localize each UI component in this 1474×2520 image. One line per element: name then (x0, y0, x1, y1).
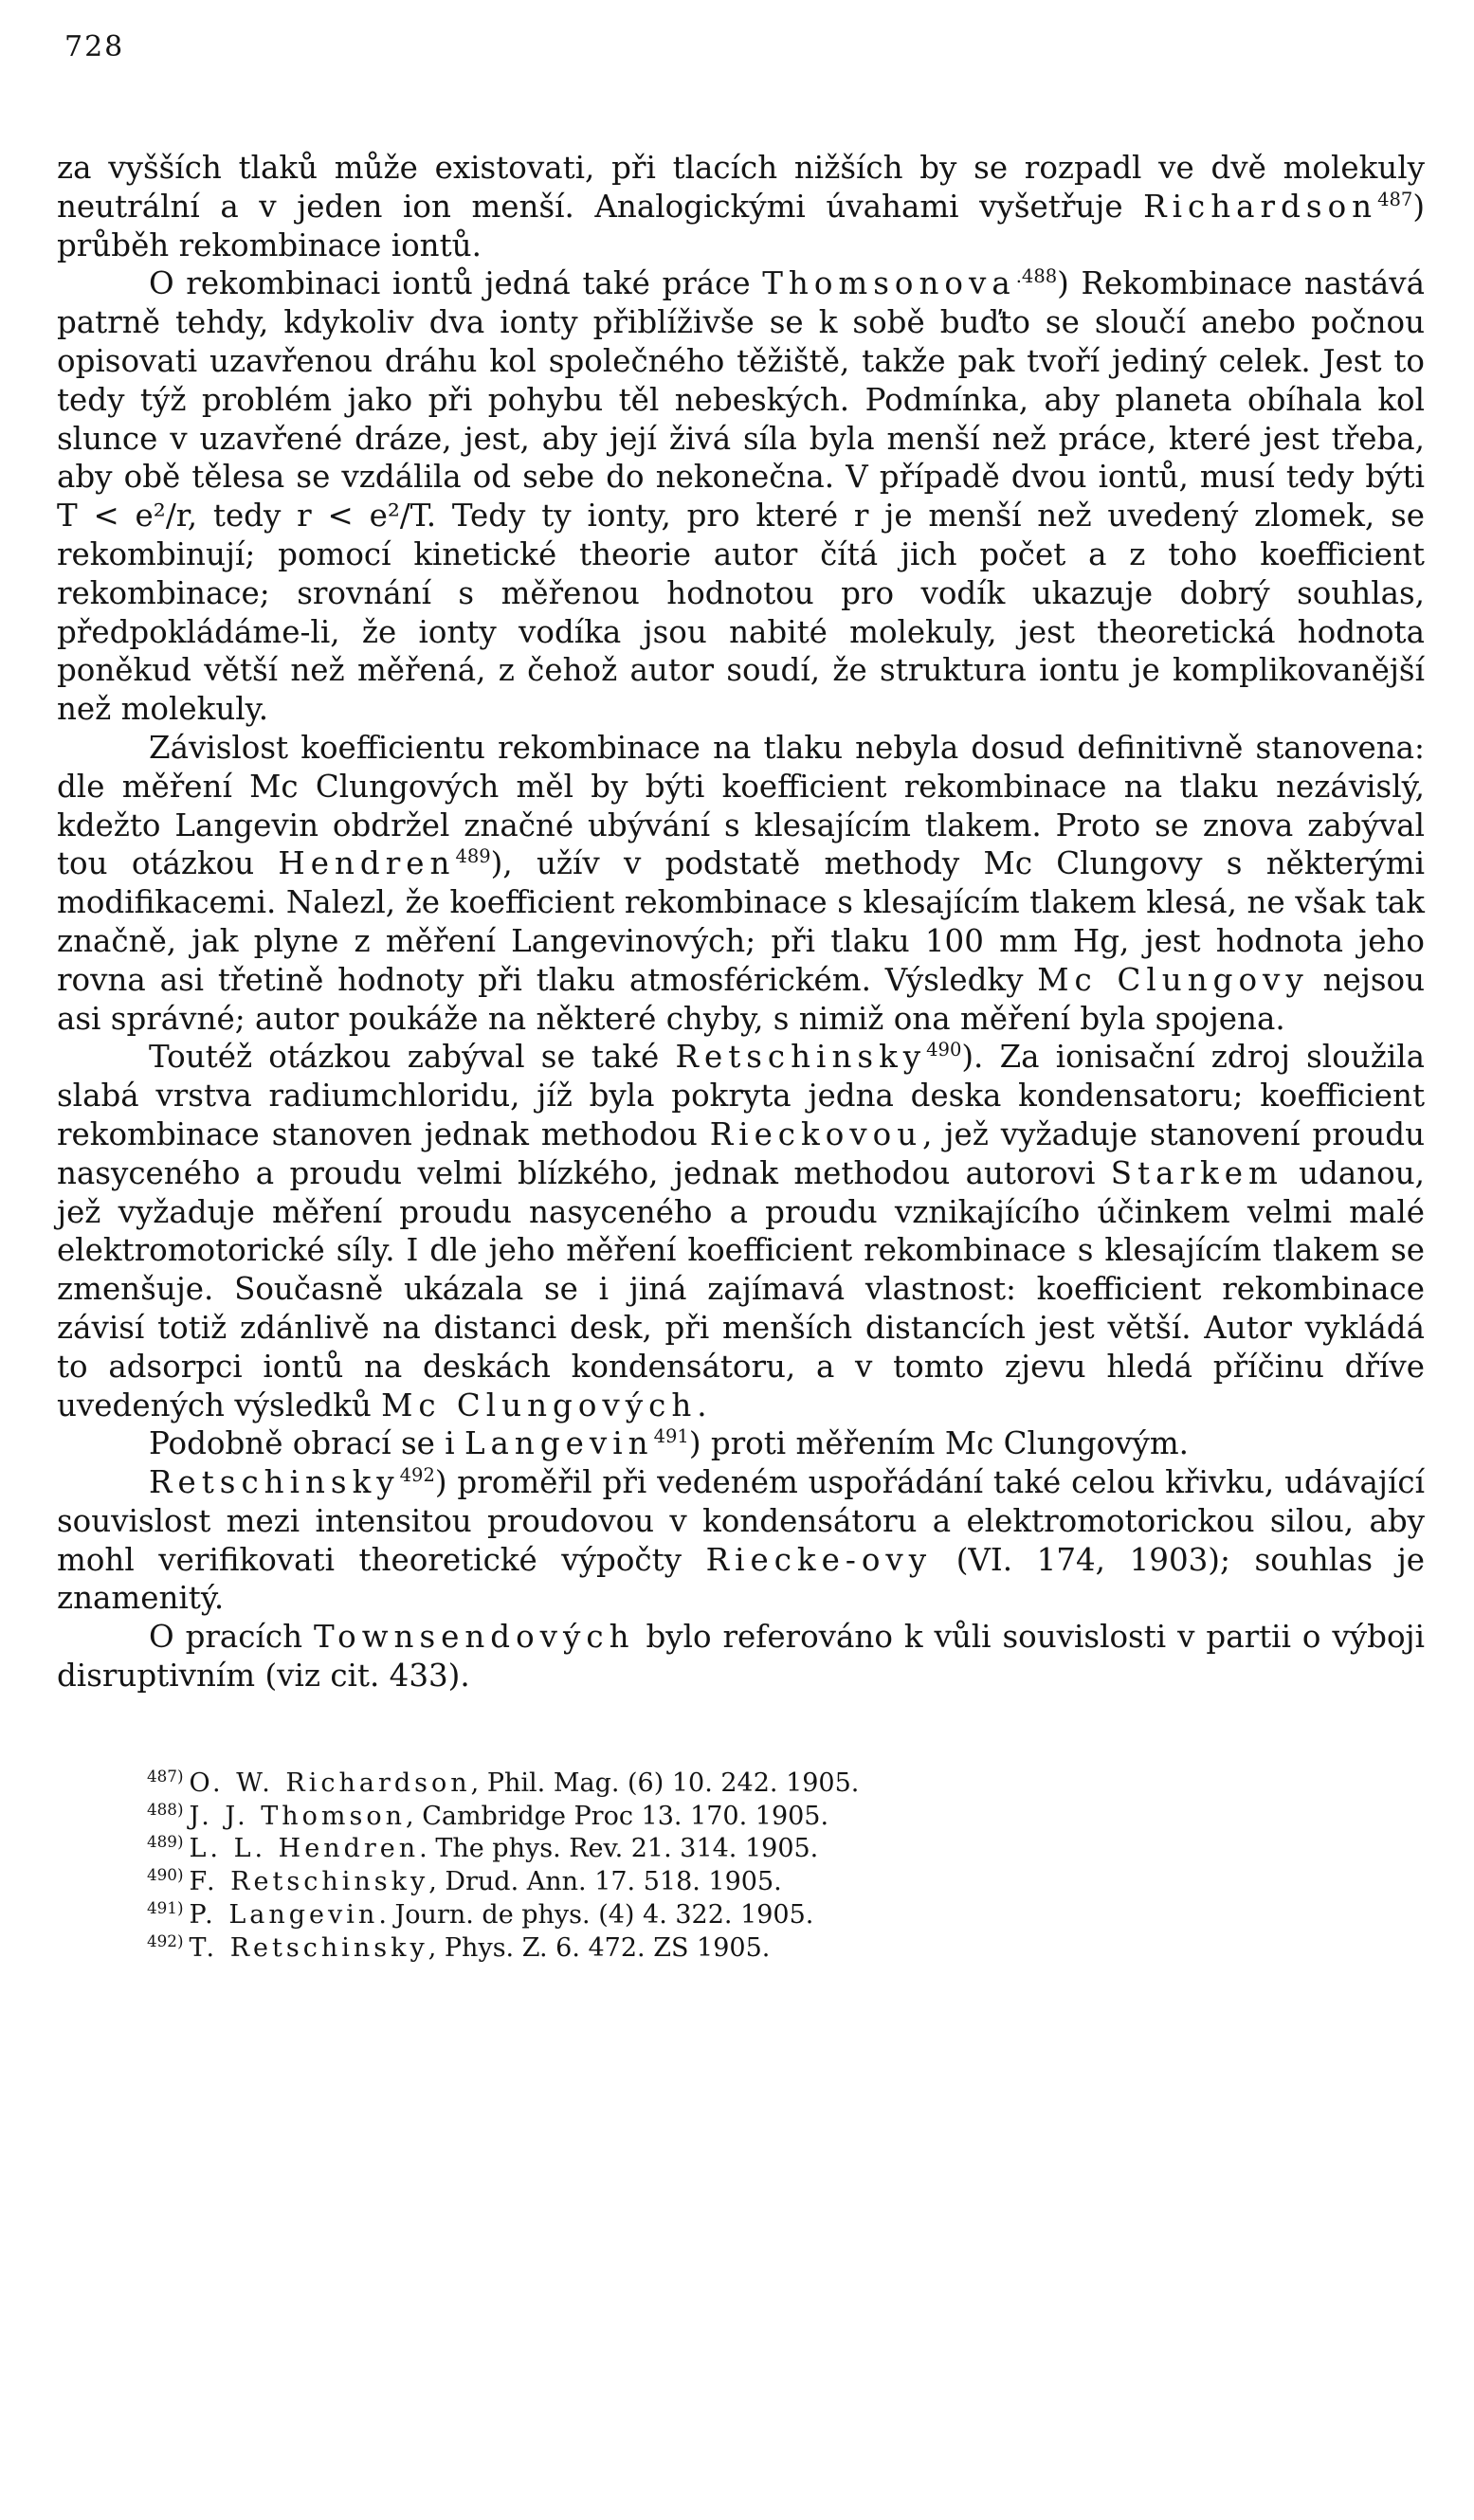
footnote-reference: 489 (455, 845, 491, 868)
footnote-mark: 491) (147, 1898, 184, 1918)
footnote-reference: 490 (926, 1039, 962, 1061)
footnote-citation: , Phys. Z. 6. 472. ZS 1905. (428, 1932, 771, 1963)
text-run: O pracích (149, 1619, 314, 1656)
footnote-citation: , Phil. Mag. (6) 10. 242. 1905. (470, 1768, 860, 1798)
spaced-name: Mc Clungovy (1037, 961, 1309, 998)
text-run: . (697, 1387, 707, 1423)
text-run: Závislost koefficientu rekombinace na tlaku nebyla dosud definitivně stanovena: dle měření Mc Clungových měl by býti koefficient rekombinace na tlaku nezávislý, kdežto Langevin obdržel značné ubývání s klesajícím tlakem. Proto se znova zabýval tou otázkou (57, 729, 1425, 882)
text-run: bylo referováno k vůli souvislosti v partii o výboji disruptivním (viz cit. 433). (57, 1619, 1425, 1695)
footnote-mark: 492) (147, 1931, 184, 1950)
paragraph (57, 1618, 1425, 1695)
paragraph (57, 264, 1425, 729)
text-run: nejsou asi správné; autor poukáže na některé chyby, s nimiž ona měření byla spojena. (57, 961, 1425, 1037)
text-run: ) proměřil při vedeném uspořádání také celou křivku, udávající souvislost mezi intensitou proudovou v kondensátoru a elektromotorickou silou, aby mohl verifikovati theoretické výpočty (57, 1464, 1425, 1578)
footnote-reference: 491 (653, 1425, 689, 1448)
footnote-author: L. L. Hendren (189, 1834, 420, 1864)
spaced-name: Townsendových (313, 1619, 635, 1656)
text-run: ) Rekombinace nastává patrně tehdy, kdykoliv dva ionty přiblíživše se k sobě buďto se sloučí anebo počnou opisovati uzavřenou dráhu kol společného těžiště, takže pak tvoří jediný celek. Jest to tedy týž problém jako při pohybu těl nebeských. Podmínka, aby planeta obíhala kol slunce v uzavřené dráze, jest, aby její živá síla byla menší než práce, které jest třeba, aby obě tělesa se vzdálila od sebe do nekonečna. V případě dvou iontů, musí tedy býti T < e²/r, tedy r < e²/T. Tedy ty ionty, pro které r je menší než uvedený zlomek, se rekombinují; pomocí kinetické theorie autor čítá jich počet a z toho koefficient rekombinace; srovnání s měřenou hodnotou pro vodík ukazuje dobrý souhlas, předpokládáme-li, že ionty vodíka jsou nabité molekuly, jest theoretická hodnota poněkud větší než měřená, z čehož autor soudí, že struktura iontu je komplikovanější než molekuly. (57, 265, 1425, 728)
spaced-name: Richardson (1143, 188, 1378, 225)
footnote-citation: . Journ. de phys. (4) 4. 322. 1905. (378, 1900, 814, 1931)
text-run: , jež vyžaduje stanovení proudu nasyceného a proudu velmi blízkého, jednak methodou autorovi (57, 1115, 1425, 1191)
footnote-mark: 489) (147, 1832, 184, 1852)
spaced-name: Retschinsky (149, 1464, 400, 1501)
footnote (147, 1932, 1425, 1966)
spaced-name: Riecke-ovy (705, 1541, 933, 1578)
spaced-name: Mc Clungových (381, 1387, 698, 1423)
footnotes (57, 1768, 1425, 1966)
footnote (147, 1768, 1425, 1801)
body-text (57, 149, 1425, 1695)
footnote (147, 1899, 1425, 1932)
page-number: 728 (64, 30, 125, 63)
spaced-name: Starkem (1110, 1154, 1283, 1191)
footnote-author: O. W. Richardson (189, 1768, 471, 1798)
footnote-reference: 492 (399, 1464, 435, 1487)
spaced-name: Hendren (278, 845, 456, 882)
text-run: ) proti měřením Mc Clungovým. (688, 1425, 1190, 1462)
paragraph (57, 1463, 1425, 1618)
text-run: ), užív v podstatě methody Mc Clungovy s některými modifikacemi. Nalezl, že koefficient rekombinace s klesajícím tlakem klesá, ne však tak značně, jak plyne z měření Langevinových; při tlaku 100 mm Hg, jest hodnota jeho rovna asi třetině hodnoty při tlaku atmosférickém. Výsledky (57, 845, 1425, 998)
paragraph (57, 1038, 1425, 1424)
footnote-mark: 487) (147, 1766, 184, 1786)
footnote (147, 1866, 1425, 1899)
footnote-author: F. Retschinsky (189, 1867, 429, 1897)
text-run: O rekombinaci iontů jedná také práce (149, 265, 763, 302)
footnote-reference: 487 (1377, 188, 1413, 210)
footnote-reference: .488 (1015, 265, 1058, 288)
text-run: udanou, jež vyžaduje měření proudu nasyceného a proudu vznikajícího účinkem velmi malé elektromotorické síly. I dle jeho měření koefficient rekombinace s klesajícím tlakem se zmenšuje. Současně ukázala se i jiná zajímavá vlastnost: koefficient rekombinace závisí totiž zdánlivě na distanci desk, při menších distancích jest větší. Autor vykládá to adsorpci iontů na deskách kondensátoru, a v tomto zjevu hledá příčinu dříve uvedených výsledků (57, 1154, 1425, 1423)
spaced-name: Thomsonova (762, 265, 1016, 302)
spaced-name: Langevin (464, 1425, 654, 1462)
paragraph (57, 729, 1425, 1038)
text-run: Toutéž otázkou zabýval se také (149, 1039, 676, 1076)
footnote (147, 1801, 1425, 1834)
footnote-citation: , Drud. Ann. 17. 518. 1905. (428, 1867, 782, 1897)
footnote-author: J. J. Thomson (189, 1801, 407, 1831)
text-run: Podobně obrací se i (149, 1425, 464, 1462)
text-run: ). Za ionisační zdroj sloužila slabá vrstva radiumchloridu, jíž byla pokryta jedna deska kondensatoru; koefficient rekombinace stanoven jednak methodou (57, 1039, 1425, 1152)
footnote-author: T. Retschinsky (189, 1932, 428, 1963)
spaced-name: Retschinsky (675, 1039, 927, 1076)
footnote-author: P. Langevin (189, 1900, 379, 1931)
spaced-name: Rieckovou (709, 1115, 923, 1152)
footnote-citation: . The phys. Rev. 21. 314. 1905. (419, 1834, 819, 1864)
footnote-mark: 488) (147, 1799, 184, 1819)
footnote (147, 1833, 1425, 1866)
text-run: za vyšších tlaků může existovati, při tlacích nižších by se rozpadl ve dvě molekuly neutrální a v jeden ion menší. Analogickými úvahami vyšetřuje (57, 150, 1425, 225)
paragraph (57, 1424, 1425, 1463)
text-run: (VI. 174, 1903); souhlas je znamenitý. (57, 1541, 1426, 1617)
footnote-citation: , Cambridge Proc 13. 170. 1905. (406, 1801, 829, 1831)
paragraph (57, 149, 1425, 264)
footnote-mark: 490) (147, 1865, 184, 1885)
text-run: ) průběh rekombinace iontů. (57, 188, 1425, 263)
